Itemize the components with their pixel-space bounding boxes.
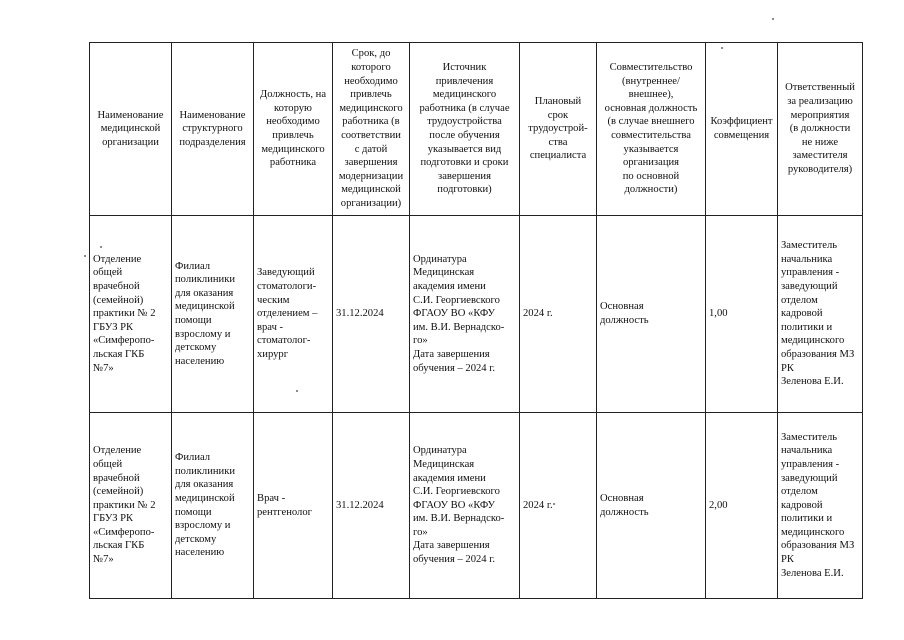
scan-speck <box>721 47 723 49</box>
cell-combination: Основная должность <box>597 216 706 413</box>
scan-speck <box>772 18 774 20</box>
scan-speck <box>100 246 102 248</box>
header-combination: Совместительство (внутреннее/ внешнее), основная должность (в случае внешнего совместительства указывается организация по основной должности) <box>597 43 706 216</box>
header-unit: Наименование структурного подразделения <box>172 43 254 216</box>
cell-source: Ординатура Медицинская академия имени С.И. Георгиевского ФГАОУ ВО «КФУ им. В.И. Вернадско- го» Дата завершения обучения – 2024 г. <box>410 413 520 599</box>
staffing-table <box>89 42 863 599</box>
header-responsible: Ответственный за реализацию мероприятия (в должности не ниже заместителя руководителя) <box>778 43 863 216</box>
scan-speck <box>296 390 298 392</box>
cell-responsible: Заместитель начальника управления - заведующий отделом кадровой политики и медицинского образования МЗ РК Зеленова Е.И. <box>778 216 863 413</box>
header-source: Источник привлечения медицинского работника (в случае трудоустройства после обучения указывается вид подготовки и сроки завершения подготовки) <box>410 43 520 216</box>
cell-deadline: 31.12.2024 <box>333 216 410 413</box>
cell-position: Заведующий стоматологи- ческим отделением – врач - стоматолог- хирург <box>254 216 333 413</box>
table-row <box>90 216 863 413</box>
cell-organization: Отделение общей врачебной (семейной) практики № 2 ГБУЗ РК «Симферопо- льская ГКБ №7» <box>90 216 172 413</box>
cell-deadline: 31.12.2024 <box>333 413 410 599</box>
scan-speck <box>553 503 555 505</box>
cell-unit: Филиал поликлиники для оказания медицинской помощи взрослому и детскому населению <box>172 413 254 599</box>
cell-position: Врач - рентгенолог <box>254 413 333 599</box>
header-position: Должность, на которую необходимо привлечь медицинского работника <box>254 43 333 216</box>
table-row <box>90 413 863 599</box>
header-organization: Наименование медицинской организации <box>90 43 172 216</box>
scan-speck <box>84 255 86 257</box>
cell-planned-term: 2024 г. <box>520 413 597 599</box>
cell-coefficient: 1,00 <box>706 216 778 413</box>
cell-organization: Отделение общей врачебной (семейной) практики № 2 ГБУЗ РК «Симферопо- льская ГКБ №7» <box>90 413 172 599</box>
cell-combination: Основная должность <box>597 413 706 599</box>
cell-source: Ординатура Медицинская академия имени С.И. Георгиевского ФГАОУ ВО «КФУ им. В.И. Вернадско- го» Дата завершения обучения – 2024 г. <box>410 216 520 413</box>
cell-planned-term: 2024 г. <box>520 216 597 413</box>
header-planned-term: Плановый срок трудоустрой- ства специалиста <box>520 43 597 216</box>
table-header-row <box>90 43 863 216</box>
cell-responsible: Заместитель начальника управления - заведующий отделом кадровой политики и медицинского образования МЗ РК Зеленова Е.И. <box>778 413 863 599</box>
header-deadline: Срок, до которого необходимо привлечь медицинского работника (в соответствии с датой завершения модернизации медицинской организации) <box>333 43 410 216</box>
header-coefficient: Коэффициент совмещения <box>706 43 778 216</box>
cell-unit: Филиал поликлиники для оказания медицинской помощи взрослому и детскому населению <box>172 216 254 413</box>
cell-coefficient: 2,00 <box>706 413 778 599</box>
